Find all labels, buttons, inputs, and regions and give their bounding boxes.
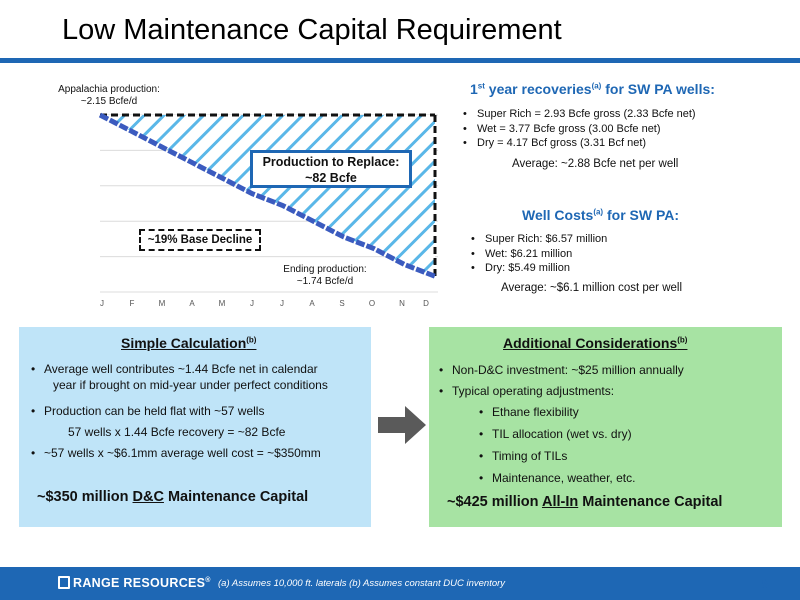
production-to-replace-box	[250, 150, 412, 188]
list-item: • Super Rich: $6.57 million	[471, 232, 607, 247]
calc-bottom-underlined: D&C	[132, 489, 164, 505]
additional-bottom-underlined: All-In	[541, 494, 579, 510]
start-label-line1: Appalachia production:	[58, 84, 160, 95]
base-decline-box: ~19% Base Decline	[139, 229, 261, 251]
recoveries-heading-post: for SW PA wells:	[601, 81, 715, 97]
well-costs-heading	[522, 207, 679, 223]
list-item: • Super Rich = 2.93 Bcfe gross (2.33 Bcfe net)	[463, 107, 696, 122]
recoveries-heading-pre: 1	[470, 81, 478, 97]
additional-item2: Typical operating adjustments:	[452, 384, 615, 398]
month-tick: J	[100, 299, 104, 308]
end-production-label	[255, 264, 395, 288]
additional-considerations-title	[503, 335, 687, 351]
all-in-maintenance-capital-total	[447, 494, 722, 510]
list-item: • Dry: $5.49 million	[471, 261, 607, 276]
recoveries-heading-sup2: (a)	[591, 81, 602, 91]
well-costs-average: Average: ~$6.1 million cost per well	[501, 282, 683, 294]
list-item: • Wet: $6.21 million	[471, 247, 607, 262]
footnote: (a) Assumes 10,000 ft. laterals (b) Assumes constant DUC inventory	[218, 578, 506, 589]
month-tick: O	[368, 299, 376, 308]
additional-bottom-post: Maintenance Capital	[578, 494, 723, 510]
additional-subitem: Timing of TILs	[492, 449, 568, 463]
start-label-line2: ~2.15 Bcfe/d	[80, 96, 138, 107]
month-tick: J	[280, 299, 284, 308]
page-number: 8	[761, 576, 769, 591]
list-item: • Average well contributes ~1.44 Bcfe net in calendar year if brought on mid-year under perfect conditions	[31, 362, 328, 392]
range-resources-logo	[58, 576, 211, 590]
calc-item2: Production can be held flat with ~57 wells	[44, 404, 265, 418]
well-costs-heading-sup: (a)	[593, 207, 604, 217]
list-item: • Typical operating adjustments:	[439, 384, 615, 398]
logo-text: RANGE RESOURCES	[73, 576, 206, 590]
simple-calculation-title-text: Simple Calculation	[121, 335, 247, 351]
month-tick: A	[309, 299, 315, 308]
list-item: • ~57 wells x ~$6.1mm average well cost = ~$350mm	[31, 446, 321, 460]
additional-subitem: Maintenance, weather, etc.	[492, 471, 636, 485]
month-tick: J	[250, 299, 254, 308]
simple-calculation-panel	[19, 327, 371, 527]
logo-registered-mark: ®	[205, 576, 211, 584]
calc-item3: ~57 wells x ~$6.1mm average well cost = ~$350mm	[44, 446, 321, 460]
calc-formula: 57 wells x 1.44 Bcfe recovery = ~82 Bcfe	[68, 425, 286, 439]
start-production-label	[34, 84, 184, 108]
list-item: • Wet = 3.77 Bcfe gross (3.00 Bcfe net)	[463, 122, 696, 137]
recoveries-average: Average: ~2.88 Bcfe net per well	[512, 158, 679, 170]
end-label-line2: ~1.74 Bcfe/d	[296, 276, 354, 287]
calc-bottom-pre: ~$350 million	[37, 489, 133, 505]
calc-bottom-post: Maintenance Capital	[163, 489, 309, 505]
additional-title-text: Additional Considerations	[503, 335, 678, 351]
additional-considerations-panel	[429, 327, 782, 527]
recoveries-heading	[470, 81, 715, 97]
month-tick: N	[399, 299, 405, 308]
additional-subitem: TIL allocation (wet vs. dry)	[492, 427, 632, 441]
title-divider	[0, 58, 800, 63]
range-logo-icon	[58, 576, 70, 589]
footer-bar	[0, 567, 800, 600]
list-item: • Timing of TILs	[479, 449, 568, 463]
month-tick: M	[218, 299, 226, 308]
month-tick: A	[189, 299, 195, 308]
month-tick: F	[129, 299, 135, 308]
well-costs-heading-post: for SW PA:	[603, 207, 680, 223]
well-costs-list	[471, 232, 607, 276]
calc-item1-line1: Average well contributes ~1.44 Bcfe net in calendar	[44, 362, 318, 376]
arrow-right-icon	[378, 404, 428, 446]
calc-item1-line2: year if brought on mid-year under perfect conditions	[53, 378, 328, 392]
additional-title-sup: (b)	[677, 335, 688, 345]
month-tick: S	[339, 299, 345, 308]
month-tick: M	[158, 299, 166, 308]
recoveries-list	[463, 107, 696, 151]
recoveries-heading-mid: year recoveries	[484, 81, 592, 97]
additional-item1: Non-D&C investment: ~$25 million annually	[452, 363, 684, 377]
list-item: • Non-D&C investment: ~$25 million annually	[439, 363, 684, 377]
additional-subitem: Ethane flexibility	[492, 405, 579, 419]
well-costs-heading-pre: Well Costs	[522, 207, 594, 223]
list-item: • Maintenance, weather, etc.	[479, 471, 636, 485]
list-item: • Ethane flexibility	[479, 405, 579, 419]
additional-bottom-pre: ~$425 million	[447, 494, 542, 510]
page-title: Low Maintenance Capital Requirement	[62, 14, 562, 46]
simple-calculation-title-sup: (b)	[246, 335, 257, 345]
list-item: • Dry = 4.17 Bcf gross (3.31 Bcf net)	[463, 136, 696, 151]
recoveries-heading-sup1: st	[477, 81, 485, 91]
simple-calculation-title	[121, 335, 256, 351]
month-tick: D	[423, 299, 429, 308]
dc-maintenance-capital-total	[37, 489, 308, 505]
end-label-line1: Ending production:	[283, 264, 367, 275]
list-item: • TIL allocation (wet vs. dry)	[479, 427, 632, 441]
replace-line1: Production to Replace:	[262, 155, 400, 169]
list-item: • Production can be held flat with ~57 wells	[31, 404, 265, 418]
replace-line2: ~82 Bcfe	[305, 171, 357, 185]
